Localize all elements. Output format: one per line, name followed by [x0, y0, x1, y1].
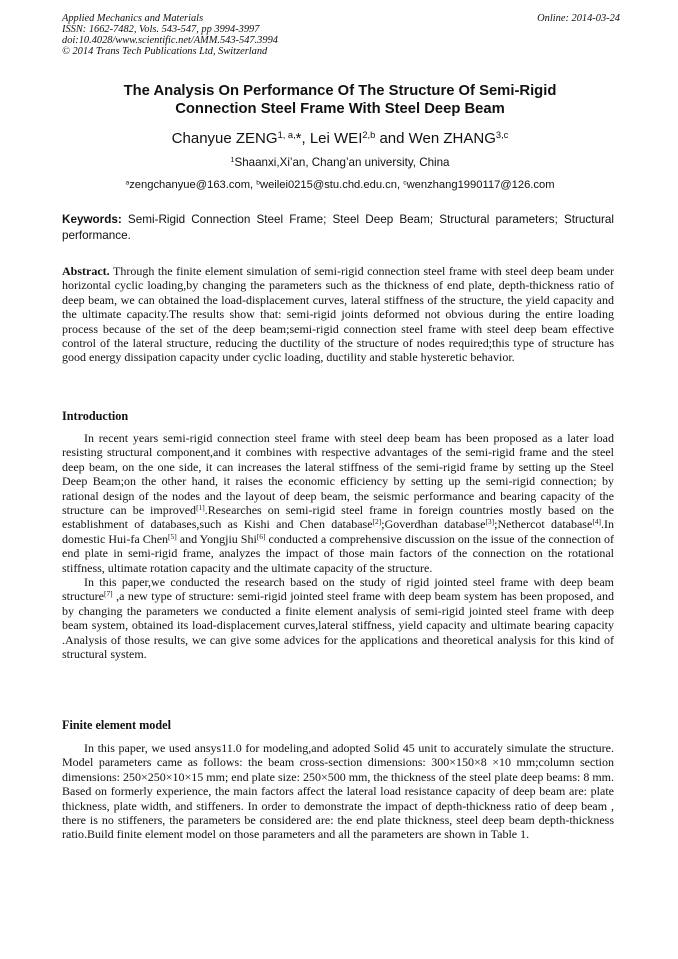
keywords-label: Keywords: — [62, 213, 122, 226]
text-run: In recent years semi-rigid connection steel frame with steel deep beam has been proposed as a later load resisting structural component,and it combines with respective advantages of the semi-rigid frame and the steel deep beam, on the one side, it can increases the lateral stiffness of the semi-rigid frame by setting up the Steel Deep Beam;on the other hand, it raises the economic efficiency by setting up the semi-rigid connection; by rational design of the nodes and the layout of deep beam, the seismic performance and bearing capacity of the structure can be improved — [62, 431, 614, 518]
citation-6[interactable]: [6] — [256, 531, 266, 541]
title-line-1: The Analysis On Performance Of The Structure Of Semi-Rigid — [123, 83, 557, 99]
author-list — [62, 130, 618, 148]
author-2-name: Lei WEI — [309, 130, 363, 147]
fem-paragraph-1: In this paper, we used ansys11.0 for modeling,and adopted Solid 45 unit to accurately simulate the structure. Model parameters came as follows: the beam cross-section dimensions: 300×150×8 ×10 mm;column section dimensions: 250×250×10×15 mm; end plate size: 250×500 mm, the thickness of the steel plate deep beams: 8 mm. Based on formerly experience, the main factors affect the lateral load resistance capacity of deep beam are: plate thickness, plate width, and stiffeners. In order to demonstrate the impact of depth-thickness ratio of deep beam , there is no stiffeners, the parameters be considered are: the end plate thickness, steel deep beam depth-thickness ratio.Build finite element model on those parameters and all the parameters are shown in Table 1. — [62, 741, 614, 842]
author-1-affil: 1, a, — [277, 129, 296, 140]
citation-2[interactable]: [2] — [372, 517, 382, 527]
email-b[interactable]: weilei0215@stu.chd.edu.cn, — [259, 179, 404, 191]
text-run: conducted a comprehensive discussion on the issue of the connection of end plate in semi-rigid frame, analyzes the impact of those main factors of the connection on the rotational stiffness, ultimate rotation capacity and the ultimate capacity of the structure. — [62, 531, 614, 575]
issn-line: ISSN: 1662-7482, Vols. 543-547, pp 3994-3997 — [62, 24, 260, 35]
online-date: Online: 2014-03-24 — [537, 13, 620, 24]
keywords — [62, 212, 614, 244]
affiliation-text: Shaanxi,Xi’an, Chang’an university, China — [234, 156, 450, 169]
text-run: ,a new type of structure: semi-rigid jointed steel frame with deep beam system has been proposed, and by changing the parameters we conducted a finite element analysis of semi-rigid jointed steel frame with deep beam system, obtained its load-displacement curves,lateral stiffness, yield capacity and ultimate bearing capacity .Analysis of those results, we can give some advices for the applications and theoretical analysis for this kind of structural system. — [62, 589, 614, 662]
email-b-mark: b — [256, 179, 260, 187]
citation-1[interactable]: [1] — [196, 502, 205, 512]
citation-3[interactable]: [3] — [485, 517, 495, 527]
text-run: .In domestic Hui-fa Chen — [62, 517, 614, 546]
citation-5[interactable]: [5] — [168, 531, 177, 541]
fem-section — [62, 741, 614, 842]
author-2-affil: 2,b — [362, 129, 376, 140]
text-run: In this paper,we conducted the research based on the study of rigid jointed steel frame with deep beam structure — [62, 575, 614, 604]
email-c[interactable]: wenzhang1990117@126.com — [406, 179, 555, 191]
email-list — [62, 178, 618, 192]
text-run: ;Nethercot database — [494, 517, 593, 532]
introduction-heading: Introduction — [62, 409, 129, 423]
author-1-name: Chanyue ZENG — [171, 130, 278, 147]
title-line-2: Connection Steel Frame With Steel Deep Beam — [175, 101, 505, 117]
citation-4[interactable]: [4] — [592, 517, 601, 527]
email-c-mark: c — [403, 179, 407, 187]
abstract-text: Through the finite element simulation of semi-rigid connection steel frame with steel deep beam under horizontal cyclic loading,by changing the parameters such as the thickness of end plate, depth-thickness ratio of deep beam, we can obtained the load-displacement curves, lateral stiffness of the structure, the yield capacity and the ultimate capacity.The results show that: semi-rigid joints deformed not obvious during the entire loading process because of the set of the deep beam;semi-rigid connection steel frame with steel deep beam effective control of the lateral structure, reducing the ductility of the structure of nodes required;this type of structure has good energy dissipation capacity under cyclic loading, ductility and stable hysteretic behavior. — [62, 264, 614, 365]
text-run: and Yongjiu Shi — [176, 531, 257, 546]
abstract — [62, 264, 614, 365]
email-a[interactable]: zengchanyue@163.com, — [129, 179, 257, 191]
text-run: .Researches on semi-rigid steel frame in foreign countries mostly based on the establishment of databases,such as Kishi and Chen database — [62, 503, 615, 532]
introduction-paragraph-2 — [62, 575, 614, 661]
author-3-name: and Wen ZHANG — [375, 130, 496, 147]
affiliation — [62, 156, 618, 170]
journal-name: Applied Mechanics and Materials — [62, 13, 204, 24]
doi-line: doi:10.4028/www.scientific.net/AMM.543-547.3994 — [62, 35, 278, 46]
introduction-section — [62, 431, 614, 662]
publication-header — [62, 13, 620, 57]
introduction-paragraph-1 — [62, 431, 614, 575]
paper-title — [62, 82, 618, 118]
citation-7[interactable]: [7] — [103, 589, 113, 599]
affiliation-number: 1 — [230, 155, 235, 165]
text-run: ;Goverdhan database — [381, 517, 486, 532]
abstract-label: Abstract. — [62, 264, 110, 278]
fem-heading: Finite element model — [62, 718, 171, 732]
copyright-line: © 2014 Trans Tech Publications Ltd, Switzerland — [62, 46, 268, 57]
author-3-affil: 3,c — [495, 129, 509, 140]
email-a-mark: a — [125, 179, 130, 187]
corresponding-mark: *, — [295, 130, 310, 147]
keywords-text: Semi-Rigid Connection Steel Frame; Steel Deep Beam; Structural parameters; Structural performance. — [62, 213, 614, 242]
